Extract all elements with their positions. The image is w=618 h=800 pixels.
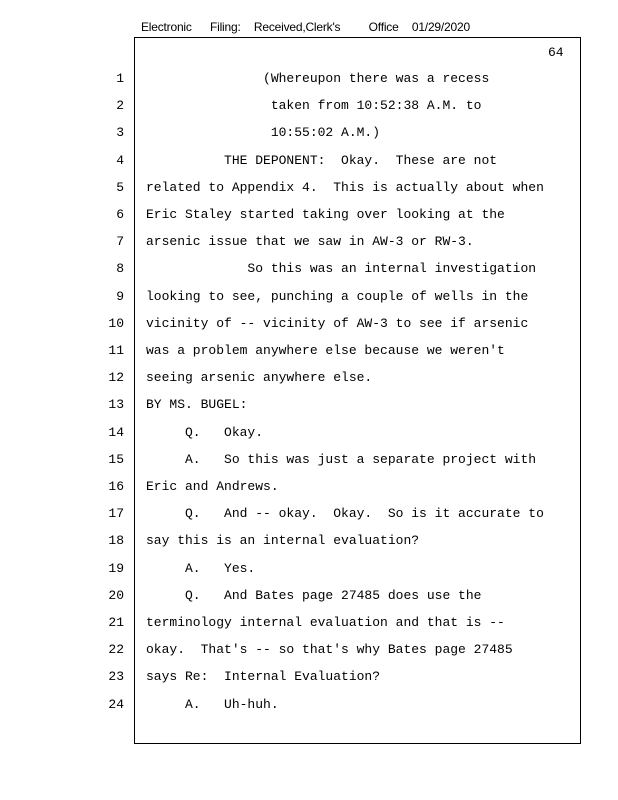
- line-number: 24: [108, 696, 124, 712]
- line-number: 12: [108, 370, 124, 386]
- transcript-line: A. Yes.: [146, 560, 256, 576]
- line-number: 10: [108, 315, 124, 331]
- header-electronic: Electronic: [141, 20, 192, 34]
- transcript-line: (Whereupon there was a recess: [146, 71, 490, 86]
- transcript-line: was a problem anywhere else because we weren't: [146, 343, 505, 358]
- line-number: 2: [116, 98, 124, 114]
- transcript-line: terminology internal evaluation and that is --: [146, 615, 505, 630]
- transcript-line: 10:55:02 A.M.): [146, 125, 381, 141]
- line-number: 6: [116, 207, 124, 222]
- line-number: 8: [116, 261, 124, 277]
- header-date: 01/29/2020: [411, 20, 470, 34]
- page-number: 64: [548, 45, 564, 60]
- line-number: 9: [116, 288, 124, 304]
- transcript-line: looking to see, punching a couple of wells in the: [146, 288, 529, 304]
- transcript-page-frame: [134, 37, 581, 744]
- line-number: 19: [108, 560, 124, 576]
- transcript-line: vicinity of -- vicinity of AW-3 to see if arsenic: [146, 315, 529, 331]
- line-number: 14: [108, 424, 124, 440]
- line-number: 11: [108, 343, 124, 358]
- header-received: Received,Clerk's: [253, 20, 341, 34]
- line-number: 5: [116, 179, 124, 195]
- filing-header: [141, 20, 470, 34]
- transcript-line: taken from 10:52:38 A.M. to: [146, 98, 482, 114]
- transcript-line: So this was an internal investigation: [146, 261, 537, 277]
- transcript-line: BY MS. BUGEL:: [146, 397, 248, 413]
- transcript-line: related to Appendix 4. This is actually about when: [146, 179, 544, 195]
- transcript-line: Eric Staley started taking over looking at the: [146, 207, 505, 222]
- line-number: 20: [108, 587, 124, 603]
- line-number: 23: [108, 669, 124, 685]
- line-number: 13: [108, 397, 124, 413]
- header-filing: Filing:: [209, 20, 241, 34]
- line-number: 3: [116, 125, 124, 141]
- line-number: 18: [108, 533, 124, 549]
- transcript-line: A. Uh-huh.: [146, 696, 279, 712]
- line-number: 17: [108, 506, 124, 522]
- line-number: 7: [116, 234, 124, 250]
- line-number: 22: [108, 642, 124, 658]
- header-office: Office: [368, 20, 399, 34]
- transcript-line: A. So this was just a separate project with: [146, 451, 537, 467]
- transcript-line: says Re: Internal Evaluation?: [146, 669, 381, 685]
- transcript-line: Eric and Andrews.: [146, 479, 279, 494]
- transcript-line: okay. That's -- so that's why Bates page 27485: [146, 642, 513, 658]
- transcript-line: Q. And Bates page 27485 does use the: [146, 587, 482, 603]
- transcript-line: arsenic issue that we saw in AW-3 or RW-3.: [146, 234, 474, 250]
- line-number: 4: [116, 152, 124, 168]
- line-number: 1: [116, 71, 124, 86]
- transcript-line: say this is an internal evaluation?: [146, 533, 420, 549]
- transcript-line: seeing arsenic anywhere else.: [146, 370, 373, 386]
- transcript-line: Q. Okay.: [146, 424, 264, 440]
- line-number: 15: [108, 451, 124, 467]
- line-number: 21: [108, 615, 124, 630]
- transcript-line: Q. And -- okay. Okay. So is it accurate to: [146, 506, 544, 522]
- line-number: 16: [108, 479, 124, 494]
- transcript-line: THE DEPONENT: Okay. These are not: [146, 152, 498, 168]
